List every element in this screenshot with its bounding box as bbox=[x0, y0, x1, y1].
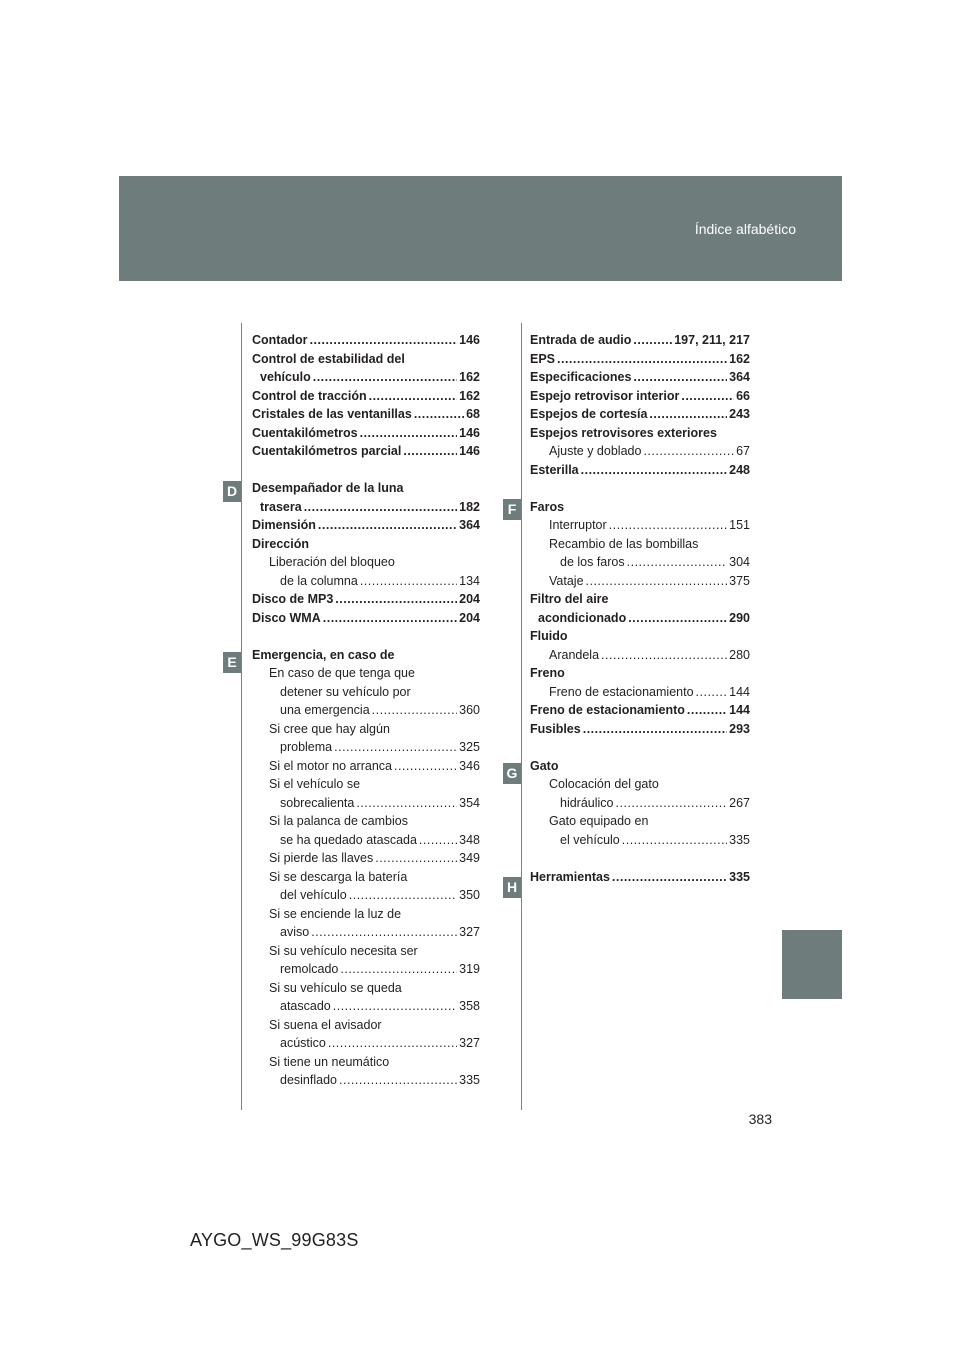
document-code: AYGO_WS_99G83S bbox=[190, 1230, 359, 1250]
index-entry: trasera ..... 182 bbox=[252, 498, 480, 517]
index-entry: Desempañador de la luna bbox=[252, 481, 404, 495]
index-entry: Contador ..... 146 bbox=[252, 331, 480, 350]
letter-marker-h: H bbox=[503, 877, 521, 898]
index-entry: vehículo ..... 162 bbox=[252, 368, 480, 387]
left-column-rule bbox=[241, 323, 242, 1110]
index-entry: Freno de estacionamiento ..... 144 bbox=[530, 701, 750, 720]
index-subentry: remolcado ..... 319 bbox=[252, 960, 480, 979]
index-entry: Gato bbox=[530, 758, 559, 773]
index-entry: Freno bbox=[530, 666, 565, 680]
index-entry: Emergencia, en caso de bbox=[252, 647, 395, 662]
index-entry: Entrada de audio ..... 197, 211, 217 bbox=[530, 331, 750, 350]
index-subentry: Arandela ..... 280 bbox=[530, 646, 750, 665]
index-subentry: Freno de estacionamiento ..... 144 bbox=[530, 683, 750, 702]
index-subentry: Si se enciende la luz de bbox=[269, 906, 402, 921]
page-number: 383 bbox=[748, 1111, 772, 1127]
index-subentry: una emergencia ..... 360 bbox=[252, 701, 480, 720]
index-entry: Dimensión ..... 364 bbox=[252, 516, 480, 535]
index-entry: Faros bbox=[530, 499, 565, 514]
index-entry: Filtro del aire bbox=[530, 592, 609, 606]
index-entry: Espejos retrovisores exteriores bbox=[530, 425, 717, 440]
side-thumb-tab bbox=[782, 930, 842, 999]
letter-marker-f: F bbox=[503, 499, 521, 520]
index-subentry: Colocación del gato bbox=[549, 777, 659, 791]
index-entry: Esterilla ..... 248 bbox=[530, 461, 750, 480]
index-subentry: Si cree que hay algún bbox=[269, 721, 390, 736]
index-subentry: el vehículo ..... 335 bbox=[530, 831, 750, 850]
index-subentry: En caso de que tenga que bbox=[269, 666, 415, 680]
index-subentry: Si se descarga la batería bbox=[269, 869, 408, 884]
index-subentry: problema ..... 325 bbox=[252, 738, 480, 757]
index-entry: Cuentakilómetros parcial ..... 146 bbox=[252, 442, 480, 461]
index-subentry: Si tiene un neumático bbox=[269, 1054, 390, 1069]
index-subentry: hidráulico ..... 267 bbox=[530, 794, 750, 813]
index-subentry: Si pierde las llaves ..... 349 bbox=[252, 849, 480, 868]
index-subentry: acústico ..... 327 bbox=[252, 1034, 480, 1053]
index-entry: acondicionado ..... 290 bbox=[530, 609, 750, 628]
index-subentry: se ha quedado atascada ..... 348 bbox=[252, 831, 480, 850]
index-subentry: Si la palanca de cambios bbox=[269, 814, 408, 828]
index-subentry: Si su vehículo se queda bbox=[269, 980, 402, 995]
index-subentry: sobrecalienta ..... 354 bbox=[252, 794, 480, 813]
index-entry: Control de estabilidad del bbox=[252, 351, 405, 366]
index-entry: Espejos de cortesía ..... 243 bbox=[530, 405, 750, 424]
index-subentry: Si su vehículo necesita ser bbox=[269, 943, 418, 958]
section-title: Índice alfabético bbox=[694, 221, 796, 237]
index-entry: Disco de MP3 ..... 204 bbox=[252, 590, 480, 609]
index-column-right bbox=[530, 331, 750, 886]
index-entry: Disco WMA ..... 204 bbox=[252, 609, 480, 628]
index-subentry: Gato equipado en bbox=[549, 814, 649, 828]
index-subentry: Ajuste y doblado ..... 67 bbox=[530, 442, 750, 461]
index-entry: Control de tracción ..... 162 bbox=[252, 387, 480, 406]
index-entry: Fluido bbox=[530, 629, 568, 643]
index-entry: Espejo retrovisor interior ..... 66 bbox=[530, 387, 750, 406]
index-subentry: atascado ..... 358 bbox=[252, 997, 480, 1016]
index-subentry: Recambio de las bombillas bbox=[549, 536, 699, 551]
index-subentry: desinflado ..... 335 bbox=[252, 1071, 480, 1090]
index-entry: Cuentakilómetros ..... 146 bbox=[252, 424, 480, 443]
letter-marker-e: E bbox=[223, 652, 241, 673]
index-subentry: Si el motor no arranca ..... 346 bbox=[252, 757, 480, 776]
right-column-rule bbox=[521, 323, 522, 1110]
index-entry: EPS ..... 162 bbox=[530, 350, 750, 369]
index-entry: Fusibles ..... 293 bbox=[530, 720, 750, 739]
index-entry: Especificaciones ..... 364 bbox=[530, 368, 750, 387]
index-column-left bbox=[252, 331, 480, 1090]
letter-marker-d: D bbox=[223, 481, 241, 502]
index-subentry: de los faros ..... 304 bbox=[530, 553, 750, 572]
index-subentry: del vehículo ..... 350 bbox=[252, 886, 480, 905]
letter-marker-g: G bbox=[503, 763, 521, 784]
index-subentry: Liberación del bloqueo bbox=[269, 555, 395, 569]
index-entry: Cristales de las ventanillas ..... 68 bbox=[252, 405, 480, 424]
index-subentry: Si suena el avisador bbox=[269, 1017, 382, 1032]
index-subentry: Vataje ..... 375 bbox=[530, 572, 750, 591]
section-header bbox=[119, 176, 842, 281]
index-subentry: aviso ..... 327 bbox=[252, 923, 480, 942]
index-subentry: Interruptor ..... 151 bbox=[530, 516, 750, 535]
index-subentry: Si el vehículo se bbox=[269, 777, 361, 791]
index-subentry: detener su vehículo por bbox=[280, 684, 411, 699]
index-entry: Herramientas ..... 335 bbox=[530, 868, 750, 887]
index-entry: Dirección bbox=[252, 536, 309, 551]
index-subentry: de la columna ..... 134 bbox=[252, 572, 480, 591]
